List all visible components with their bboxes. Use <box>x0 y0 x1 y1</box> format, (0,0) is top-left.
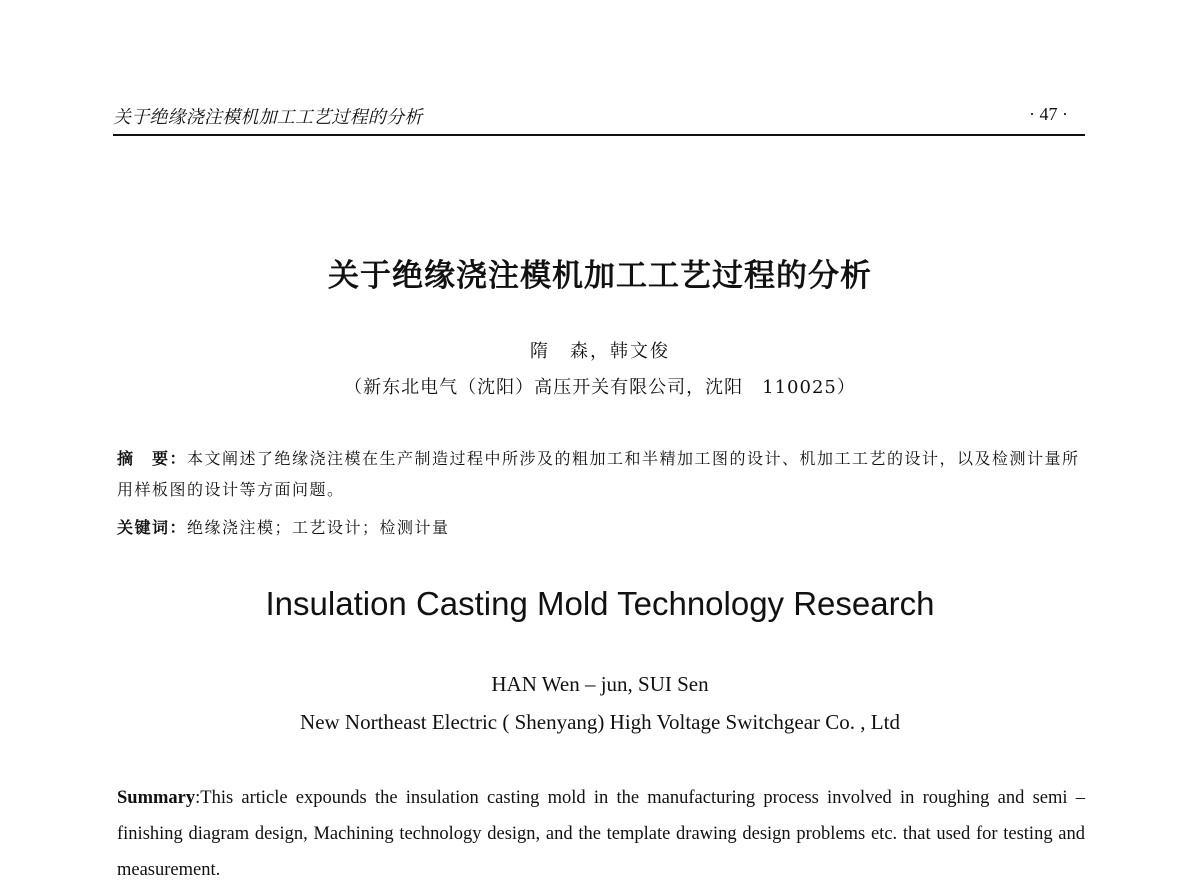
affiliation-english: New Northeast Electric ( Shenyang) High Voltage Switchgear Co. , Ltd <box>300 710 900 734</box>
running-header <box>113 101 1085 131</box>
authors-english: HAN Wen – jun, SUI Sen <box>491 672 709 696</box>
abstract-text-chinese: 本文阐述了绝缘浇注模在生产制造过程中所涉及的粗加工和半精加工图的设计、机加工工艺的设计，以及检测计量所用样板图的设计等方面问题。 <box>117 449 1080 499</box>
affiliation-chinese: （新东北电气（沈阳）高压开关有限公司，沈阳 110025） <box>344 377 856 398</box>
abstract-label-english: Summary <box>117 788 196 808</box>
abstract-english <box>117 780 1085 888</box>
keywords-label-chinese: 关键词： <box>117 518 188 537</box>
page-number: · 47 · <box>1029 104 1068 124</box>
keywords-text-chinese: 绝缘浇注模；工艺设计；检测计量 <box>187 518 450 537</box>
abstract-separator-english: : <box>195 788 201 808</box>
keywords-chinese <box>117 515 1085 538</box>
running-header-title: 关于绝缘浇注模机加工工艺过程的分析 <box>113 107 423 128</box>
abstract-label-chinese: 摘 要： <box>117 449 188 468</box>
abstract-text-english: This article expounds the insulation casting mold in the manufacturing process involved in roughing and semi – finishing diagram design, Machining technology design, and the template drawing design problems etc. that used for testing and measurement. <box>117 788 1085 880</box>
article-title-chinese: 关于绝缘浇注模机加工工艺过程的分析 <box>328 258 872 294</box>
header-divider <box>113 134 1085 136</box>
abstract-chinese <box>117 443 1085 505</box>
article-title-english: Insulation Casting Mold Technology Research <box>265 585 935 622</box>
authors-chinese: 隋 森，韩文俊 <box>530 341 670 362</box>
